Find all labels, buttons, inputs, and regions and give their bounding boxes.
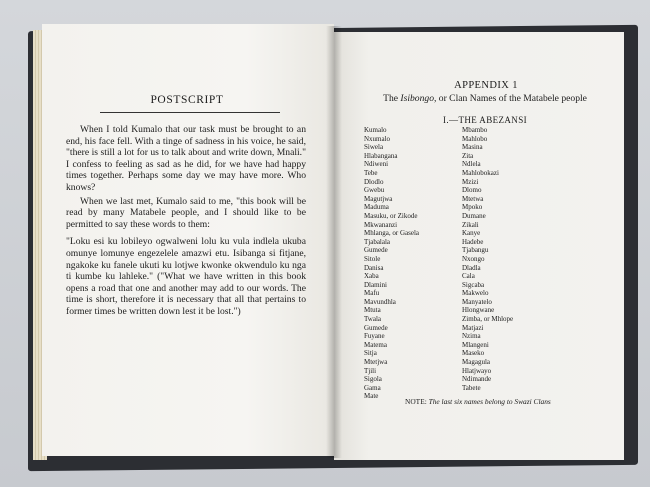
clan-name: Mahlobokazi [462, 168, 499, 177]
clan-name: Mavundhla [364, 297, 396, 306]
clan-name: Tebe [364, 168, 378, 177]
clan-name: Mate [364, 392, 379, 401]
clan-name: Mbambo [462, 126, 488, 134]
clan-name: Mtetwa [462, 194, 484, 203]
clan-name: Hadebe [462, 237, 484, 246]
clan-name: Manyatelo [462, 297, 492, 306]
clan-name: Masina [462, 143, 483, 152]
clan-name: Sitole [364, 254, 381, 263]
clan-name: Ndiweni [364, 160, 389, 169]
clan-name: Cala [462, 272, 475, 281]
clan-name: Matjazi [462, 323, 484, 332]
clan-name: Kumalo [364, 126, 387, 134]
clan-name: Siwela [364, 143, 384, 152]
subtitle-italic: Isibongo, [400, 93, 437, 104]
clan-name: Tabete [462, 383, 481, 392]
clan-name: Hlongwane [462, 306, 495, 315]
clan-name: Gumede [364, 246, 388, 255]
title-rule [100, 112, 280, 113]
clan-name: Zimba, or Mhlope [462, 315, 514, 324]
subtitle-pre: The [383, 93, 398, 104]
clan-name: Dlodlo [364, 177, 384, 186]
book-gutter [326, 26, 342, 458]
clan-name: Twala [364, 315, 382, 324]
section-heading: I.—THE ABEZANSI [443, 115, 527, 125]
clan-name: Gwebu [364, 186, 385, 195]
clan-name: Ndlela [462, 160, 481, 169]
clan-name: Sitja [364, 349, 377, 358]
clan-name: Magutjwa [364, 194, 393, 203]
clan-name: Mzizi [462, 177, 479, 186]
clan-name: Gumede [364, 323, 388, 332]
clan-name: Mtetjwa [364, 358, 388, 367]
clan-name: Fuyane [364, 332, 385, 341]
clan-name: Hlatjwayo [462, 366, 492, 375]
clan-name: Nxumalo [364, 134, 391, 143]
subtitle-post: or Clan Names of the Matabele people [438, 93, 587, 104]
clan-name: Masuku, or Zikode [364, 211, 418, 220]
clan-name: Mpoko [462, 203, 483, 212]
clan-name: Tjabangu [462, 246, 489, 255]
paragraph-2: When we last met, Kumalo said to me, "this book will be read by many Matabele people, and I should like to be permitted to say these words to them: [66, 195, 306, 230]
clan-name: Mafu [364, 289, 380, 298]
clan-name: Ndimande [462, 375, 492, 384]
clan-name: Mhlanga, or Gasela [364, 229, 420, 238]
clan-name: Mlangeni [462, 340, 489, 349]
postscript-title: POSTSCRIPT [150, 94, 224, 106]
clan-name: Magagula [462, 358, 490, 367]
clan-name: Nxongo [462, 254, 485, 263]
clan-name: Kanye [462, 229, 481, 238]
clan-name: Dladla [462, 263, 481, 272]
clan-name: Mtuta [364, 306, 381, 315]
clan-name: Sigcaba [462, 280, 485, 289]
clan-name: Nzima [462, 332, 481, 341]
note-text: The last six names belong to Swazi Clans [428, 397, 551, 406]
appendix-heading: APPENDIX 1 [454, 80, 518, 91]
postscript-body [66, 124, 306, 320]
clan-name: Gama [364, 383, 381, 392]
clan-name: Maduma [364, 203, 389, 212]
clan-name: Dumane [462, 211, 486, 220]
clan-name: Makwelo [462, 289, 489, 298]
clan-name: Matema [364, 340, 387, 349]
clan-name: Zita [462, 151, 474, 160]
footnote [405, 397, 605, 406]
clan-name: Tjabalala [364, 237, 391, 246]
clan-name: Xaba [364, 272, 379, 281]
names-column-1 [364, 126, 474, 401]
paragraph-1: When I told Kumalo that our task must be brought to an end, his face fell. With a tinge of sadness in his voice, he said, "there is still a lot for us to talk about and write down, Mnali." I confess to feeling as sad as he did, for we have had happy times together. Perhaps some day we may have more. Who knows? [66, 124, 306, 193]
clan-name: Dlomo [462, 186, 482, 195]
clan-name: Hlabangana [364, 151, 398, 160]
clan-name: Zikali [462, 220, 479, 229]
clan-name: Mahlobo [462, 134, 488, 143]
clan-name: Dlamini [364, 280, 387, 289]
names-column-2 [462, 126, 572, 392]
paragraph-3: "Loku esi ku lobileyo ogwalweni lolu ku vula indlela ukuba omunye lomunye engezelele amazwi etu. Isibanga si fitjane, ngakoke ku fanele ukuti ku lotjwe kwonke okwendulo ku nga ti kumbe ku lahleke." ("What we have written in this book opens a road that one and another may add to our words. The time is short, therefore it is necessary that all that pertains to former times be written down lest it be lost.") [66, 236, 306, 317]
appendix-subtitle [354, 93, 616, 104]
clan-name: Maseko [462, 349, 485, 358]
note-label: NOTE: [405, 397, 427, 406]
clan-name: Tjili [364, 366, 377, 375]
clan-name: Mkwananzi [364, 220, 398, 229]
clan-name: Danisa [364, 263, 384, 272]
clan-name: Sigola [364, 375, 382, 384]
